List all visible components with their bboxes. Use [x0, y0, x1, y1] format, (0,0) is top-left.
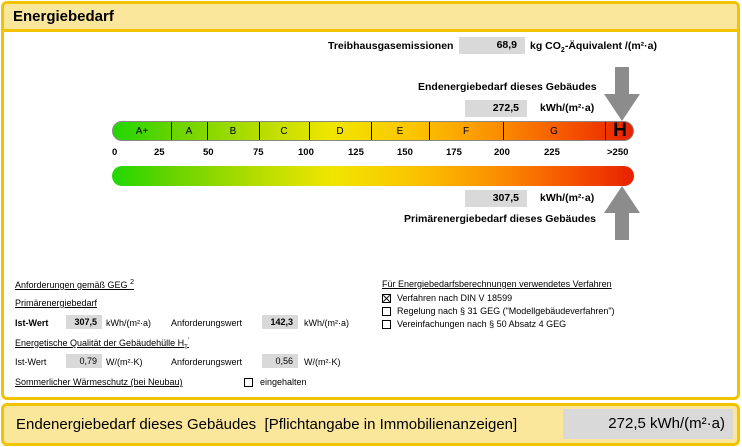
scale-tick: 200	[494, 147, 510, 158]
ist-value-unit: kWh/(m²·a)	[106, 318, 151, 328]
requirements-heading: Anforderungen gemäß GEG $^2$	[15, 279, 134, 290]
page-title: Energiebedarf	[13, 8, 114, 25]
scale-tick: 50	[203, 147, 214, 158]
scale-tick: 0	[112, 147, 118, 158]
footer-label: Endenergiebedarf dieses Gebäudes [Pflichtangabe in Immobilienanzeigen]	[16, 416, 518, 433]
ist-value-label: Ist-Wert	[15, 318, 49, 328]
summer-protection-label: Sommerlicher Wärmeschutz (bei Neubau)	[15, 377, 183, 387]
method-option-label: Regelung nach § 31 GEG ("Modellgebäudeverfahren")	[397, 306, 615, 316]
primary-energy-scale	[112, 166, 634, 186]
scale-class-g: G	[550, 126, 558, 137]
envelope-ist-unit: W/(m²·K)	[106, 357, 143, 367]
end-energy-label: Endenergiebedarf dieses Gebäudes	[418, 81, 597, 93]
title-bar	[4, 4, 737, 32]
scale-tick: 175	[446, 147, 462, 158]
ghg-unit: kg $CO_2$-Äquivalent /(m²·a)	[530, 40, 657, 55]
scale-class-a: A	[185, 126, 193, 137]
summer-protection-checkbox[interactable]	[244, 378, 253, 387]
scale-class-d: D	[336, 126, 344, 137]
scale-class-h: H	[613, 121, 627, 141]
requirement-value-unit: kWh/(m²·a)	[304, 318, 349, 328]
primary-energy-heading: Primärenergiebedarf	[15, 298, 98, 308]
scale-tick: 75	[253, 147, 264, 158]
footer-value: 272,5 kWh/(m²·a)	[563, 409, 733, 439]
efficiency-scale	[112, 121, 634, 141]
scale-class-aplus: A+	[135, 126, 149, 137]
method-option-label: Verfahren nach DIN V 18599	[397, 293, 513, 303]
scale-tick: 25	[154, 147, 165, 158]
scale-tick: 150	[397, 147, 413, 158]
method-checkbox[interactable]	[382, 294, 391, 303]
requirement-value: 142,3	[262, 315, 298, 329]
ghg-value: 68,9	[459, 37, 525, 54]
scale-tick: 100	[298, 147, 314, 158]
envelope-ist-value: 0,79	[66, 354, 102, 368]
end-energy-unit: kWh/(m²·a)	[540, 102, 595, 114]
requirement-value-label: Anforderungswert	[171, 318, 243, 328]
envelope-heading: Energetische Qualität der Gebäudehülle $H_T'$	[15, 338, 189, 351]
scale-tick: >250	[607, 147, 629, 158]
method-checkbox[interactable]	[382, 307, 391, 316]
end-energy-value: 272,5	[465, 100, 527, 117]
method-heading: Für Energiebedarfsberechnungen verwendetes Verfahren	[382, 279, 612, 289]
ist-value: 307,5	[66, 315, 102, 329]
envelope-requirement-label: Anforderungswert	[171, 357, 243, 367]
scale-class-e: E	[396, 126, 404, 137]
envelope-requirement-unit: W/(m²·K)	[304, 357, 341, 367]
summer-protection-check-label: eingehalten	[260, 377, 307, 387]
envelope-ist-label: Ist-Wert	[15, 357, 47, 367]
ghg-label: Treibhausgasemissionen	[328, 40, 454, 52]
primary-energy-arrow-icon	[603, 186, 641, 241]
scale-class-f: F	[462, 126, 470, 137]
primary-energy-value: 307,5	[465, 190, 527, 207]
primary-energy-label: Primärenergiebedarf dieses Gebäudes	[404, 213, 596, 225]
end-energy-arrow-icon	[603, 67, 641, 122]
scale-tick: 225	[544, 147, 560, 158]
method-checkbox[interactable]	[382, 320, 391, 329]
footer-panel	[1, 403, 740, 446]
primary-energy-unit: kWh/(m²·a)	[540, 192, 595, 204]
method-option-label: Vereinfachungen nach § 50 Absatz 4 GEG	[397, 319, 567, 329]
envelope-requirement-value: 0,56	[262, 354, 298, 368]
scale-class-b: B	[229, 126, 237, 137]
scale-tick: 125	[348, 147, 364, 158]
scale-class-c: C	[280, 126, 288, 137]
